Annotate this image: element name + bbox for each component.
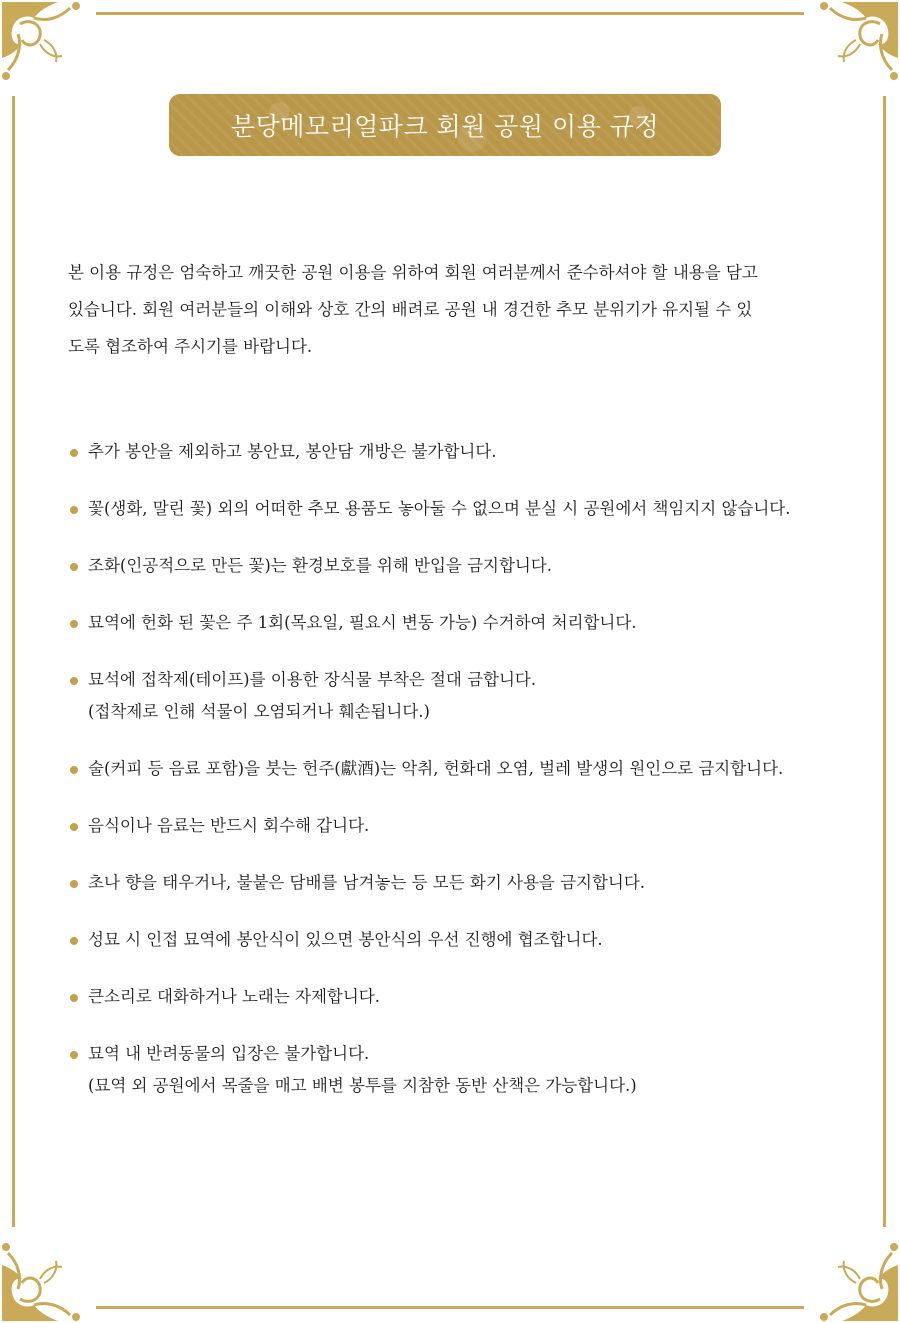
bullet-dot-icon (70, 880, 78, 888)
corner-ornament-icon (804, 1227, 900, 1323)
bullet-dot-icon (70, 937, 78, 945)
intro-line: 도록 협조하여 주시기를 바랍니다. (68, 337, 313, 356)
rule-text: 꽃(생화, 말린 꽃) 외의 어떠한 추모 용품도 놓아둘 수 없으며 분실 시 공원에서 책임지지 않습니다. (88, 499, 791, 518)
rule-item (68, 981, 838, 1013)
intro-line: 있습니다. 회원 여러분들의 이해와 상호 간의 배려로 공원 내 경건한 추모 분위기가 유지될 수 있 (68, 300, 753, 319)
rule-text: 묘역 내 반려동물의 입장은 불가합니다. (88, 1044, 370, 1063)
bullet-dot-icon (70, 823, 78, 831)
rule-text: 성묘 시 인접 묘역에 봉안식이 있으면 봉안식의 우선 진행에 협조합니다. (88, 930, 603, 949)
rule-item (68, 493, 838, 525)
rule-item (68, 867, 838, 899)
rule-text: 초나 향을 태우거나, 불붙은 담배를 남겨놓는 등 모든 화기 사용을 금지합니다. (88, 873, 646, 892)
bullet-dot-icon (70, 994, 78, 1002)
bullet-dot-icon (70, 620, 78, 628)
corner-ornament-icon (0, 0, 96, 96)
rule-item (68, 924, 838, 956)
page-title: 분당메모리얼파크 회원 공원 이용 규정 (230, 112, 660, 141)
rule-text: 음식이나 음료는 반드시 회수해 갑니다. (88, 816, 370, 835)
rule-text: 조화(인공적으로 만든 꽃)는 환경보호를 위해 반입을 금지합니다. (88, 556, 553, 575)
rule-item (68, 810, 838, 842)
intro-paragraph (68, 254, 832, 365)
rule-item (68, 1038, 838, 1102)
bullet-dot-icon (70, 766, 78, 774)
intro-line: 본 이용 규정은 엄숙하고 깨끗한 공원 이용을 위하여 회원 여러분께서 준수하셔야 할 내용을 담고 (68, 263, 758, 282)
rule-item (68, 436, 838, 468)
rule-text: 묘석에 접착제(테이프)를 이용한 장식물 부착은 절대 금합니다. (88, 670, 537, 689)
rule-item (68, 607, 838, 639)
rule-item (68, 753, 838, 785)
rule-item (68, 550, 838, 582)
rule-note: (접착제로 인해 석물이 오염되거나 훼손됩니다.) (88, 702, 430, 721)
rule-text: 추가 봉안을 제외하고 봉안묘, 봉안담 개방은 불가합니다. (88, 442, 497, 461)
rule-text: 술(커피 등 음료 포함)을 붓는 헌주(獻酒)는 악취, 헌화대 오염, 벌레 발생의 원인으로 금지합니다. (88, 759, 784, 778)
bullet-dot-icon (70, 449, 78, 457)
rule-text: 묘역에 헌화 된 꽃은 주 1회(목요일, 필요시 변동 가능) 수거하여 처리합니다. (88, 613, 637, 632)
corner-ornament-icon (804, 0, 900, 96)
rule-text: 큰소리로 대화하거나 노래는 자제합니다. (88, 987, 380, 1006)
rule-item (68, 664, 838, 728)
bullet-dot-icon (70, 506, 78, 514)
title-banner (169, 94, 721, 156)
bullet-dot-icon (70, 563, 78, 571)
corner-ornament-icon (0, 1227, 96, 1323)
bullet-dot-icon (70, 677, 78, 685)
bullet-dot-icon (70, 1051, 78, 1059)
rule-note: (묘역 외 공원에서 목줄을 매고 배변 봉투를 지참한 동반 산책은 가능합니다.) (88, 1076, 637, 1095)
rules-list (68, 436, 838, 1127)
